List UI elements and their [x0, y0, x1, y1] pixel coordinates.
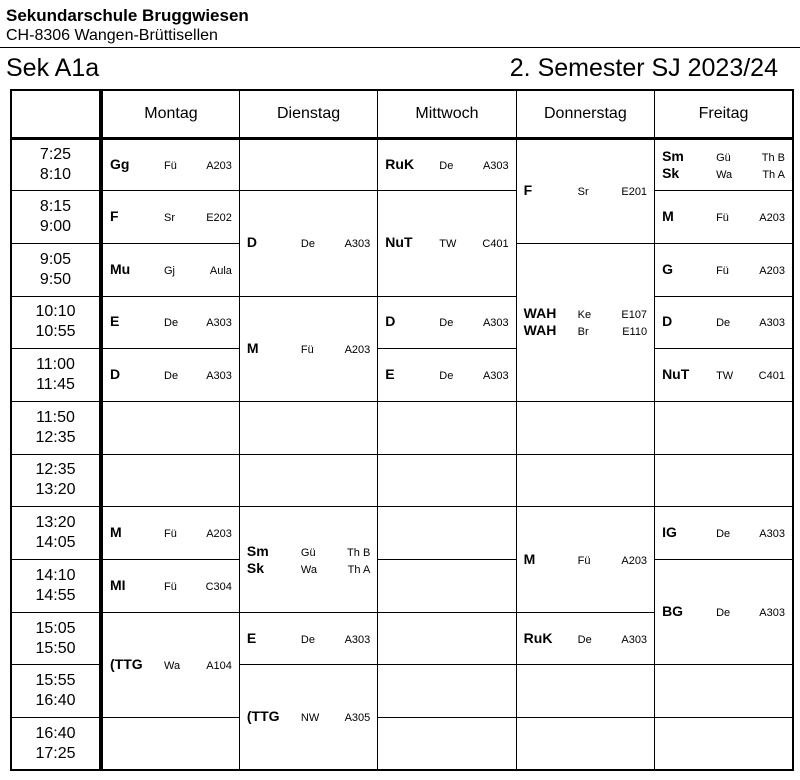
subject-label: Gg: [110, 155, 130, 172]
lesson-line: [662, 366, 785, 384]
room-label: A303: [482, 159, 509, 172]
subject-label: E: [385, 366, 395, 383]
time-slot: [11, 454, 101, 507]
subject-label: D: [385, 313, 396, 330]
empty-cell: [378, 560, 516, 613]
subject-label: M: [246, 339, 259, 356]
lesson-line: [662, 524, 785, 542]
day-header-mittwoch: Mittwoch: [378, 90, 516, 138]
room-label: A303: [206, 370, 232, 383]
lesson-entry: [240, 543, 377, 577]
teacher-label: Wa: [300, 563, 317, 576]
lesson-line: [247, 708, 370, 726]
header-divider: [0, 47, 800, 48]
lesson-entry: [517, 630, 654, 648]
teacher-label: Br: [577, 326, 589, 339]
lesson-entry: [517, 305, 654, 339]
day-header-montag: Montag: [101, 90, 239, 138]
teacher-label: Fü: [164, 528, 177, 541]
teacher-label: De: [716, 317, 731, 330]
lesson-entry: [103, 156, 239, 174]
teacher-label: De: [164, 370, 179, 383]
subject-label: IG: [662, 524, 677, 541]
room-label: A203: [621, 554, 648, 567]
period-row: [11, 454, 793, 507]
period-row: [11, 191, 793, 244]
subject-label: D: [662, 313, 673, 330]
empty-cell: [378, 454, 516, 507]
empty-cell: [655, 454, 793, 507]
empty-cell: [378, 718, 516, 771]
lesson-cell[interactable]: [239, 507, 377, 612]
lesson-cell[interactable]: [101, 349, 239, 402]
empty-cell: [378, 401, 516, 454]
lesson-entry: [655, 603, 792, 621]
teacher-label: De: [164, 317, 179, 330]
lesson-cell[interactable]: [101, 296, 239, 349]
room-label: C401: [758, 370, 785, 383]
subject-label: Sm: [662, 147, 684, 164]
period-row: [11, 138, 793, 191]
time-start: 11:50: [36, 408, 75, 426]
lesson-line: [110, 156, 232, 174]
time-end: 10:55: [35, 323, 76, 341]
time-start: 7:25: [39, 145, 72, 163]
teacher-label: De: [300, 633, 315, 646]
empty-cell: [516, 665, 654, 718]
time-end: 13:20: [35, 481, 76, 499]
lesson-entry: [240, 708, 377, 726]
empty-cell: [378, 665, 516, 718]
day-header-donnerstag: Donnerstag: [516, 90, 654, 138]
lesson-line: [247, 340, 370, 358]
teacher-label: Fü: [577, 554, 591, 567]
semester-title: 2. Semester SJ 2023/24: [509, 54, 778, 82]
time-end: 14:05: [35, 534, 76, 552]
lesson-cell[interactable]: [101, 138, 239, 191]
empty-cell: [378, 612, 516, 665]
lesson-entry: [378, 313, 515, 331]
teacher-label: Fü: [716, 264, 729, 277]
time-start: 9:05: [39, 250, 72, 268]
time-end: 17:25: [35, 744, 76, 762]
lesson-cell[interactable]: [101, 560, 239, 613]
teacher-label: Fü: [300, 343, 314, 356]
lesson-cell[interactable]: [655, 560, 793, 665]
lesson-entry: [655, 313, 792, 331]
room-label: C401: [482, 238, 509, 251]
class-title: Sek A1a: [6, 54, 100, 82]
time-end: 9:50: [39, 270, 72, 288]
lesson-entry: [517, 182, 654, 200]
lesson-entry: [655, 366, 792, 384]
time-start: 10:10: [35, 303, 76, 321]
corner-cell: [11, 90, 101, 138]
lesson-cell[interactable]: [239, 665, 377, 770]
empty-cell: [239, 454, 377, 507]
room-label: A303: [482, 317, 509, 330]
lesson-entry: [240, 630, 377, 648]
lesson-line: [662, 208, 785, 226]
room-label: A303: [759, 317, 785, 330]
empty-cell: [239, 401, 377, 454]
room-label: A203: [206, 528, 232, 541]
lesson-cell[interactable]: [378, 349, 516, 402]
teacher-label: Sr: [577, 186, 589, 199]
lesson-line: [247, 630, 370, 648]
lesson-line: [110, 261, 232, 279]
lesson-entry: [378, 234, 515, 252]
lesson-entry: [378, 366, 515, 384]
teacher-label: De: [716, 607, 731, 620]
lesson-line: [662, 261, 785, 279]
time-start: 12:35: [35, 461, 76, 479]
lesson-cell[interactable]: [516, 138, 654, 243]
teacher-label: Gü: [300, 546, 316, 559]
empty-cell: [101, 718, 239, 771]
subject-label: G: [662, 260, 673, 277]
room-label: A303: [759, 528, 785, 541]
lesson-line: [110, 656, 232, 674]
room-label: A303: [206, 317, 232, 330]
room-label: A203: [759, 264, 785, 277]
lesson-line: [247, 543, 370, 560]
teacher-label: Fü: [164, 580, 177, 593]
lesson-entry: [103, 366, 239, 384]
time-end: 15:50: [35, 639, 76, 657]
time-start: 15:55: [35, 672, 76, 690]
room-label: A203: [344, 343, 371, 356]
subject-label: E: [110, 313, 120, 330]
period-row: [11, 296, 793, 349]
room-label: E110: [622, 326, 648, 339]
room-label: Th A: [347, 563, 371, 576]
room-label: Th A: [762, 168, 785, 181]
lesson-line: [110, 524, 232, 542]
lesson-line: [385, 234, 508, 252]
lesson-line: [524, 322, 647, 339]
time-slot: [11, 560, 101, 613]
lesson-line: [247, 560, 370, 577]
subject-label: E: [246, 629, 257, 646]
lesson-line: [385, 366, 508, 384]
teacher-label: TW: [439, 238, 457, 251]
lesson-cell[interactable]: [516, 507, 654, 612]
lesson-entry: [378, 156, 515, 174]
timetable-header-row: [11, 90, 793, 138]
period-row: [11, 507, 793, 560]
teacher-label: Wa: [716, 168, 733, 181]
room-label: E202: [206, 212, 232, 225]
time-slot: [11, 612, 101, 665]
subject-label: RuK: [385, 155, 415, 172]
empty-cell: [516, 718, 654, 771]
room-label: A305: [344, 712, 371, 725]
lesson-entry: [103, 313, 239, 331]
subject-label: NuT: [662, 366, 690, 383]
lesson-line: [662, 165, 785, 182]
lesson-cell[interactable]: [101, 612, 239, 717]
lesson-entry: [240, 234, 377, 252]
teacher-label: TW: [716, 370, 734, 383]
lesson-cell[interactable]: [655, 507, 793, 560]
subject-label: (TTG: [110, 655, 143, 672]
lesson-entry: [103, 261, 239, 279]
teacher-label: De: [300, 238, 315, 251]
lesson-cell[interactable]: [655, 138, 793, 191]
time-slot: [11, 138, 101, 191]
empty-cell: [655, 401, 793, 454]
lesson-cell[interactable]: [239, 296, 377, 401]
teacher-label: Fü: [164, 159, 177, 172]
lesson-entry: [103, 208, 239, 226]
room-label: E107: [621, 309, 648, 322]
school-address: CH-8306 Wangen-Brüttisellen: [6, 27, 218, 44]
room-label: A203: [206, 159, 232, 172]
lesson-line: [662, 148, 785, 165]
subject-label: F: [523, 182, 533, 199]
empty-cell: [516, 401, 654, 454]
time-end: 14:55: [35, 586, 76, 604]
teacher-label: Ke: [577, 309, 592, 322]
time-end: 9:00: [39, 218, 72, 236]
room-label: Th B: [761, 151, 785, 164]
time-slot: [11, 718, 101, 771]
lesson-entry: [103, 656, 239, 674]
lesson-line: [110, 366, 232, 384]
time-end: 12:35: [35, 428, 76, 446]
time-start: 16:40: [35, 724, 76, 742]
teacher-label: De: [439, 317, 454, 330]
lesson-cell[interactable]: [239, 612, 377, 665]
subject-label: BG: [662, 603, 684, 620]
time-slot: [11, 665, 101, 718]
time-start: 15:05: [35, 619, 76, 637]
room-label: A303: [344, 633, 371, 646]
period-row: [11, 349, 793, 402]
room-label: A104: [206, 659, 232, 672]
lesson-line: [247, 234, 370, 252]
lesson-cell[interactable]: [101, 507, 239, 560]
room-label: A303: [621, 633, 648, 646]
period-row: [11, 401, 793, 454]
time-end: 16:40: [35, 692, 76, 710]
room-label: A203: [759, 212, 785, 225]
timetable: [10, 89, 794, 771]
teacher-label: De: [439, 159, 454, 172]
teacher-label: Fü: [716, 212, 729, 225]
subject-label: Sm: [246, 542, 269, 559]
room-label: A303: [482, 370, 509, 383]
time-slot: [11, 507, 101, 560]
lesson-line: [662, 313, 785, 331]
time-slot: [11, 296, 101, 349]
time-start: 11:00: [36, 356, 75, 374]
time-slot: [11, 401, 101, 454]
day-header-dienstag: Dienstag: [239, 90, 377, 138]
day-header-freitag: Freitag: [655, 90, 793, 138]
subject-label: M: [523, 550, 536, 567]
time-end: 8:10: [39, 165, 72, 183]
school-name: Sekundarschule Bruggwiesen: [6, 6, 249, 25]
time-slot: [11, 243, 101, 296]
lesson-line: [524, 630, 647, 648]
period-row: [11, 718, 793, 771]
lesson-cell[interactable]: [378, 191, 516, 296]
lesson-entry: [240, 340, 377, 358]
teacher-label: De: [716, 528, 731, 541]
teacher-label: NW: [300, 712, 320, 725]
room-label: A303: [344, 238, 371, 251]
room-label: E201: [621, 186, 648, 199]
lesson-line: [524, 305, 647, 322]
lesson-cell[interactable]: [655, 191, 793, 244]
lesson-line: [385, 156, 508, 174]
time-slot: [11, 349, 101, 402]
empty-cell: [655, 718, 793, 771]
lesson-cell[interactable]: [101, 191, 239, 244]
subject-label: F: [110, 208, 119, 225]
lesson-entry: [655, 148, 792, 182]
lesson-entry: [655, 208, 792, 226]
teacher-label: Gü: [716, 151, 731, 164]
lesson-line: [662, 603, 785, 621]
lesson-line: [385, 313, 508, 331]
lesson-cell[interactable]: [378, 296, 516, 349]
subject-label: M: [662, 208, 674, 225]
room-label: Th B: [347, 546, 371, 559]
room-label: C304: [205, 580, 232, 593]
subject-label: D: [246, 234, 258, 251]
subject-label: RuK: [523, 629, 553, 646]
lesson-line: [110, 208, 232, 226]
lesson-cell[interactable]: [655, 296, 793, 349]
room-label: A303: [759, 607, 785, 620]
time-start: 8:15: [39, 198, 72, 216]
lesson-entry: [655, 261, 792, 279]
subject-label: WAH: [523, 322, 557, 339]
teacher-label: Wa: [164, 659, 181, 672]
lesson-cell[interactable]: [655, 243, 793, 296]
empty-cell: [101, 401, 239, 454]
subject-label: (TTG: [246, 708, 280, 725]
teacher-label: De: [577, 633, 592, 646]
lesson-line: [524, 182, 647, 200]
lesson-entry: [655, 524, 792, 542]
empty-cell: [516, 454, 654, 507]
teacher-label: Gj: [164, 264, 175, 277]
lesson-cell[interactable]: [516, 612, 654, 665]
lesson-entry: [103, 577, 239, 595]
period-row: [11, 560, 793, 613]
lesson-cell[interactable]: [378, 138, 516, 191]
empty-cell: [239, 138, 377, 191]
time-slot: [11, 191, 101, 244]
empty-cell: [378, 507, 516, 560]
lesson-line: [110, 577, 232, 595]
time-end: 11:45: [36, 376, 75, 394]
lesson-cell[interactable]: [101, 243, 239, 296]
teacher-label: De: [439, 370, 454, 383]
lesson-cell[interactable]: [655, 349, 793, 402]
lesson-line: [524, 551, 647, 569]
subject-label: WAH: [523, 305, 557, 322]
subject-label: Mu: [110, 260, 131, 277]
subject-label: D: [110, 366, 121, 383]
lesson-entry: [103, 524, 239, 542]
subject-label: NuT: [385, 234, 413, 251]
subject-label: MI: [110, 576, 126, 593]
lesson-cell[interactable]: [516, 243, 654, 401]
subject-label: M: [110, 524, 122, 541]
time-start: 13:20: [35, 514, 76, 532]
lesson-cell[interactable]: [239, 191, 377, 296]
time-start: 14:10: [35, 566, 76, 584]
subject-label: Sk: [246, 559, 265, 576]
subject-label: Sk: [662, 164, 680, 181]
empty-cell: [655, 665, 793, 718]
lesson-entry: [517, 551, 654, 569]
teacher-label: Sr: [164, 212, 175, 225]
empty-cell: [101, 454, 239, 507]
room-label: Aula: [209, 264, 232, 277]
lesson-line: [110, 313, 232, 331]
